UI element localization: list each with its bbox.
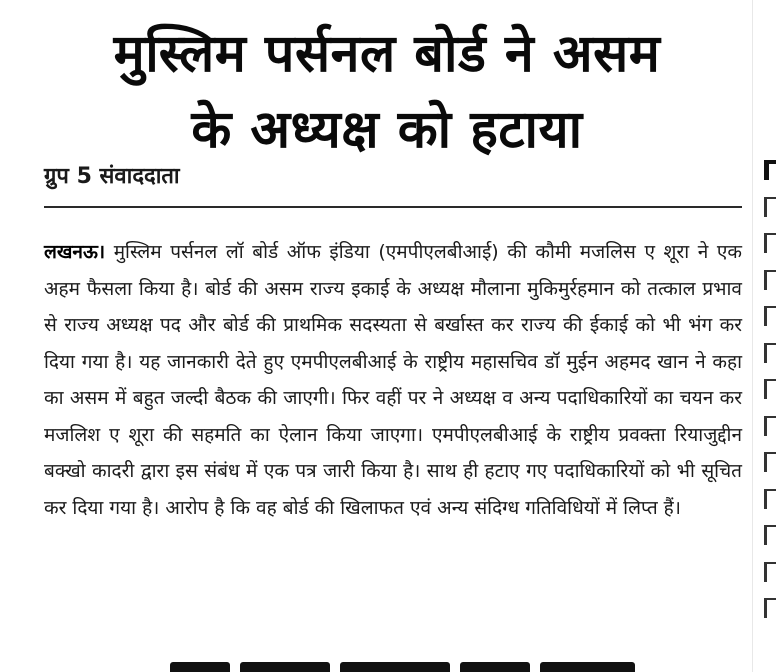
- cropped-adjacent-column: [764, 160, 780, 672]
- headline-line-1: मुस्लिम पर्सनल बोर्ड ने असम: [113, 24, 661, 84]
- cropped-next-headline: [170, 656, 650, 672]
- article-text: मुस्लिम पर्सनल लॉ बोर्ड ऑफ इंडिया (एमपीएलबीआई) की कौमी मजलिस ए शूरा ने एक अहम फैसला किया है। बोर्ड की असम राज्य इकाई के अध्यक्ष मौलाना मुकिमुर्रहमान को तत्काल प्रभाव से राज्य अध्यक्ष पद और बोर्ड की प्राथमिक सदस्यता से बर्खास्त कर राज्य की ईकाई को भी भंग कर दिया गया है। यह जानकारी देते हुए एमपीएलबीआई के राष्ट्रीय महासचिव डॉ मुईन अहमद खान ने कहा का असम में बहुत जल्दी बैठक की जाएगी। फिर वहीं पर ने अध्यक्ष व अन्य पदाधिकारियों का चयन कर मजलिश ए शूरा की सहमति का ऐलान किया जाएगा। एमपीएलबीआई के राष्ट्रीय प्रवक्ता रियाजुद्दीन बक्खो कादरी द्वारा इस संबंध में एक पत्र जारी किया है। साथ ही हटाए गए पदाधिकारियों को भी सूचित कर दिया गया है। आरोप है कि वह बोर्ड की खिलाफत एवं अन्य संदिग्ध गतिविधियों में लिप्त हैं।: [44, 241, 742, 519]
- cropped-previous-text: [230, 0, 670, 4]
- byline-rule: [44, 206, 742, 208]
- dateline: लखनऊ।: [44, 241, 106, 263]
- column-divider: [752, 0, 753, 672]
- headline: [22, 16, 752, 168]
- article-body: [44, 234, 742, 526]
- byline: ग्रुप 5 संवाददाता: [44, 164, 180, 189]
- headline-line-2: के अध्यक्ष को हटाया: [191, 100, 583, 160]
